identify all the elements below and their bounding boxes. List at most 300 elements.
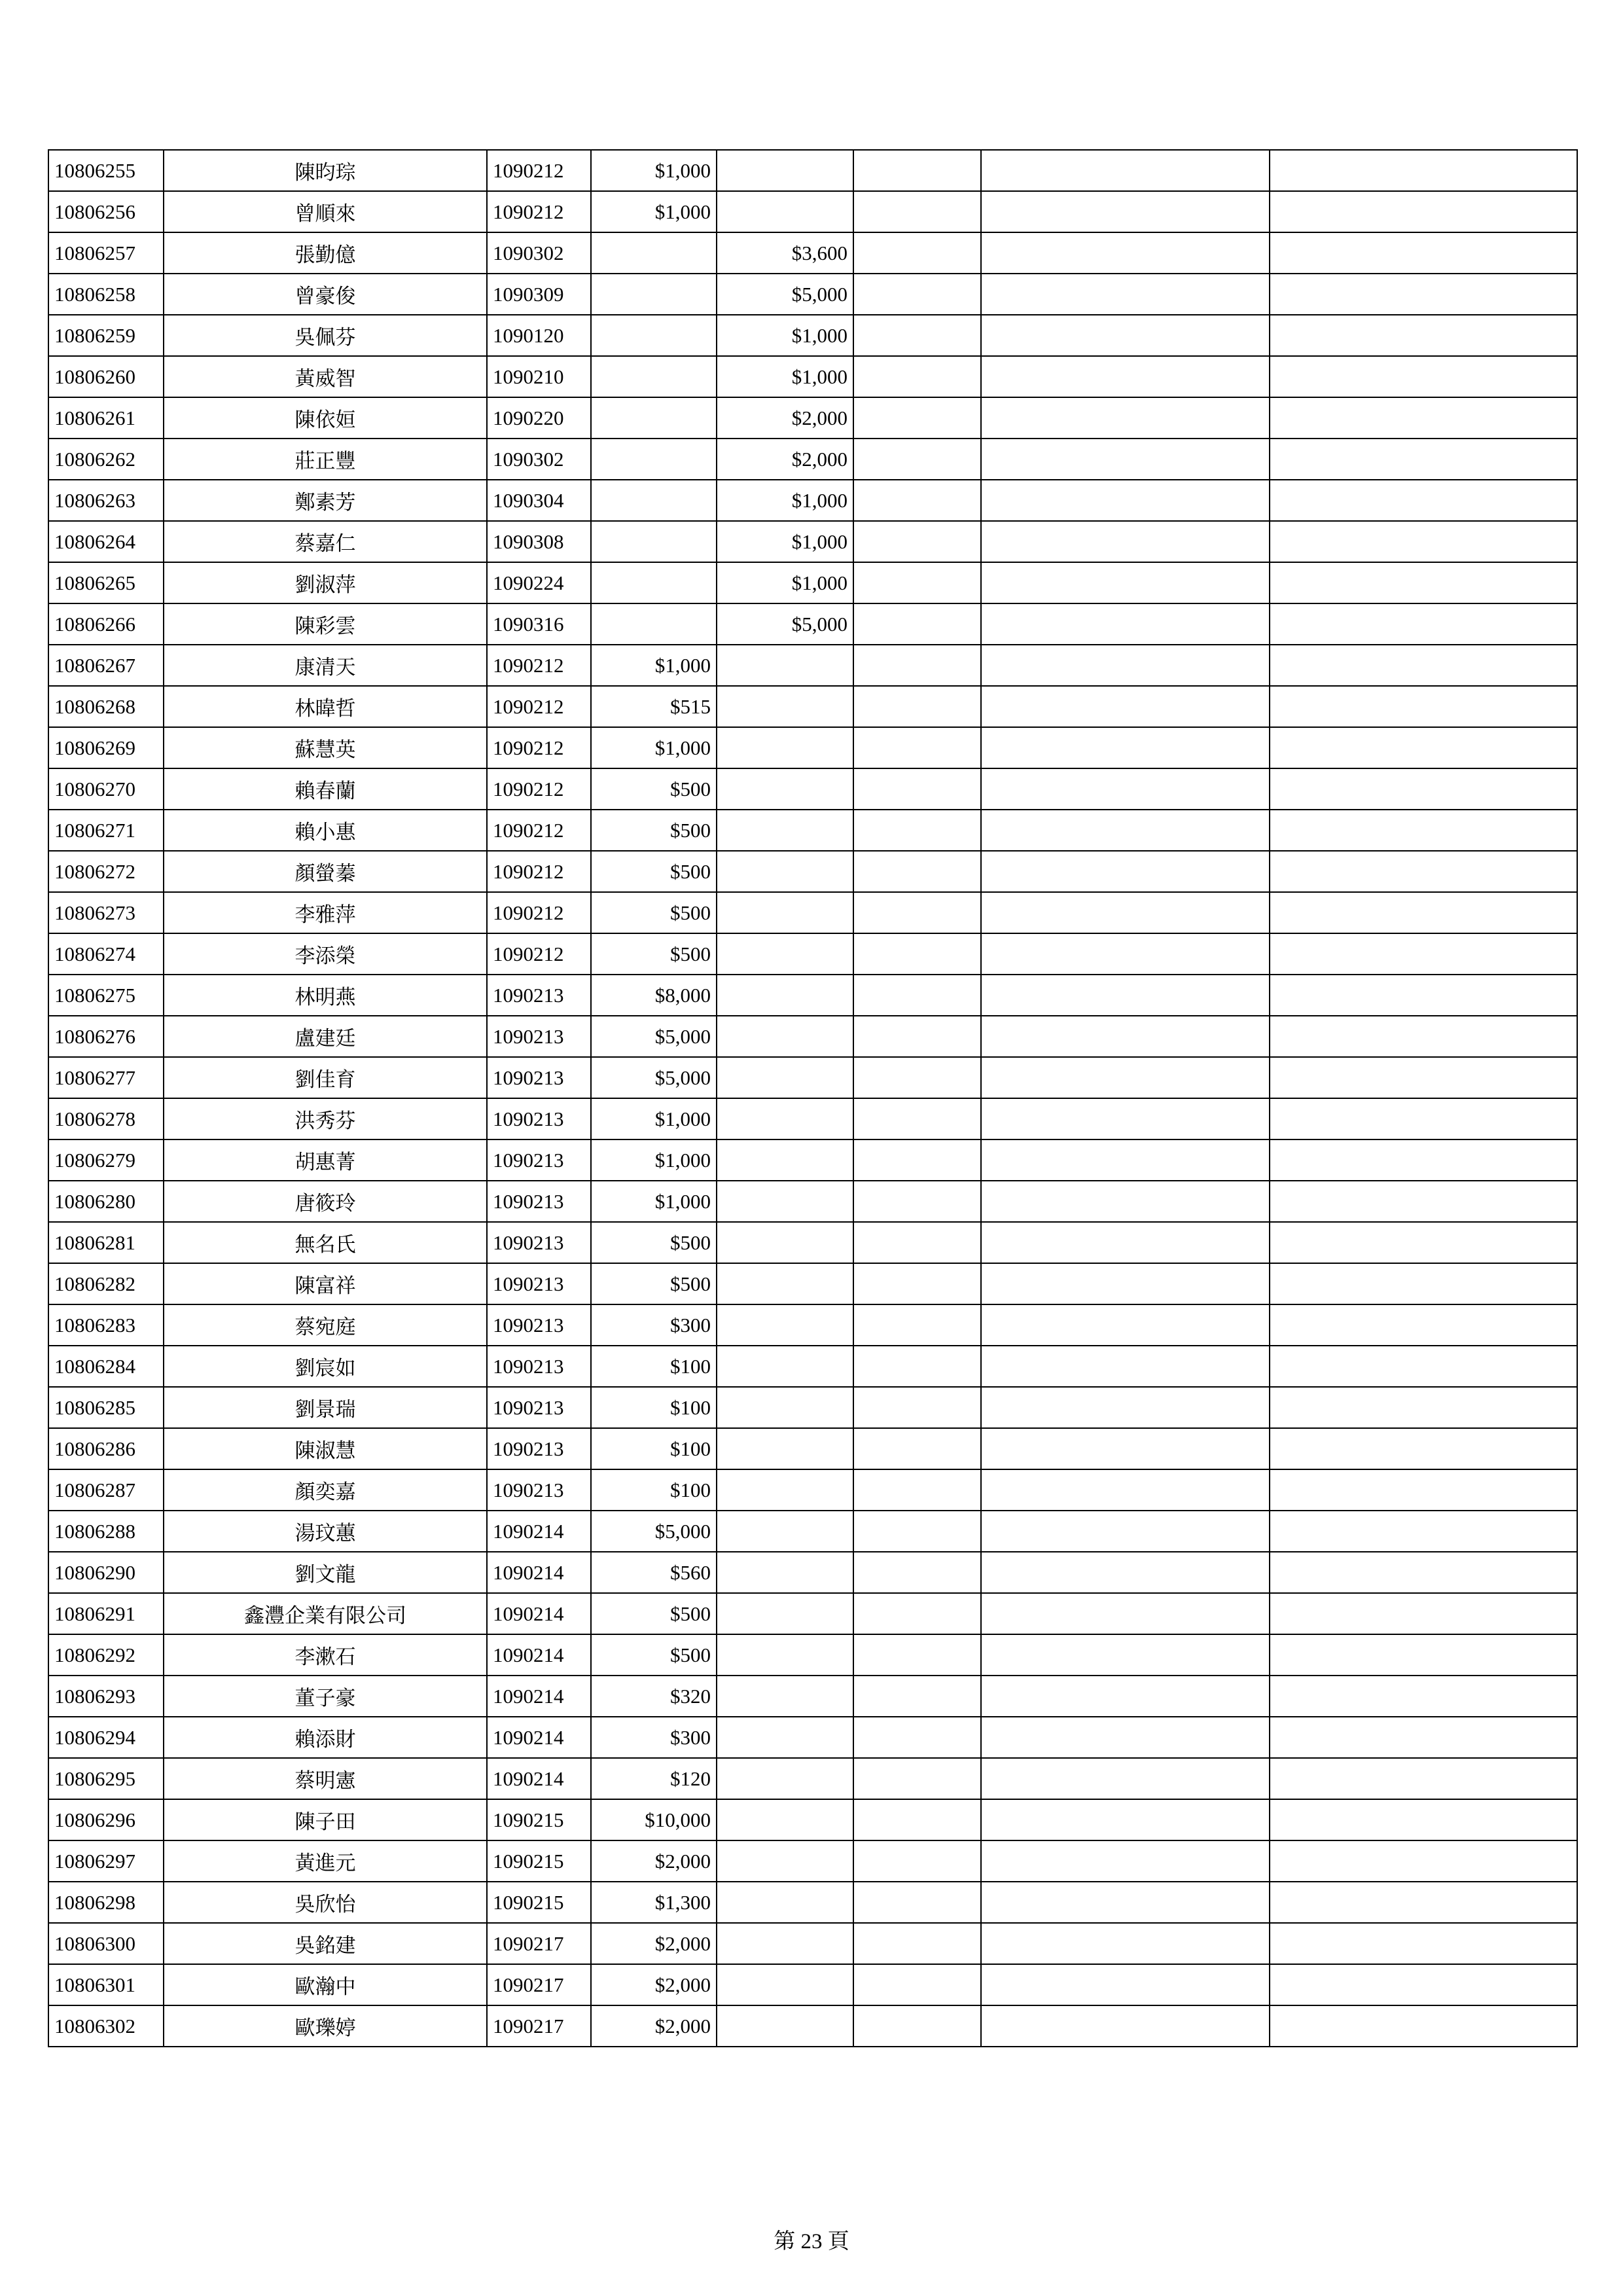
donation-ledger-table — [48, 149, 1578, 2047]
empty-cell — [1270, 1346, 1577, 1387]
donor-name-cell: 林明燕 — [164, 975, 487, 1016]
empty-cell — [853, 191, 981, 232]
table-row — [48, 1057, 1577, 1098]
empty-cell — [853, 603, 981, 645]
amount-alt-cell — [717, 1222, 853, 1263]
empty-cell — [981, 1469, 1270, 1511]
amount-alt-cell — [717, 1016, 853, 1057]
table-row — [48, 274, 1577, 315]
donation-date-cell: 1090120 — [487, 315, 591, 356]
donation-date-cell: 1090213 — [487, 1181, 591, 1222]
empty-cell — [981, 1016, 1270, 1057]
table-row — [48, 1840, 1577, 1882]
empty-cell — [981, 1676, 1270, 1717]
donation-date-cell: 1090215 — [487, 1799, 591, 1840]
donor-id-cell: 10806259 — [48, 315, 164, 356]
amount-cell: $1,300 — [591, 1882, 717, 1923]
table-row — [48, 810, 1577, 851]
amount-alt-cell — [717, 1923, 853, 1964]
donor-id-cell: 10806270 — [48, 768, 164, 810]
amount-cell: $100 — [591, 1428, 717, 1469]
donation-date-cell: 1090214 — [487, 1511, 591, 1552]
donation-date-cell: 1090213 — [487, 1428, 591, 1469]
empty-cell — [853, 1840, 981, 1882]
table-row — [48, 191, 1577, 232]
empty-cell — [981, 1511, 1270, 1552]
empty-cell — [853, 1346, 981, 1387]
donation-date-cell: 1090302 — [487, 232, 591, 274]
donation-date-cell: 1090214 — [487, 1676, 591, 1717]
donor-id-cell: 10806297 — [48, 1840, 164, 1882]
donation-date-cell: 1090212 — [487, 851, 591, 892]
table-row — [48, 1758, 1577, 1799]
donor-name-cell: 陳昀琮 — [164, 150, 487, 191]
empty-cell — [1270, 2005, 1577, 2047]
amount-cell: $560 — [591, 1552, 717, 1593]
amount-cell: $10,000 — [591, 1799, 717, 1840]
table-row — [48, 439, 1577, 480]
empty-cell — [981, 686, 1270, 727]
empty-cell — [853, 1717, 981, 1758]
amount-alt-cell — [717, 975, 853, 1016]
amount-alt-cell: $1,000 — [717, 521, 853, 562]
empty-cell — [1270, 892, 1577, 933]
donor-id-cell: 10806268 — [48, 686, 164, 727]
donation-date-cell: 1090214 — [487, 1593, 591, 1634]
donor-name-cell: 唐筱玲 — [164, 1181, 487, 1222]
amount-cell: $2,000 — [591, 1964, 717, 2005]
table-row — [48, 1799, 1577, 1840]
donor-id-cell: 10806281 — [48, 1222, 164, 1263]
empty-cell — [981, 1139, 1270, 1181]
donor-id-cell: 10806280 — [48, 1181, 164, 1222]
empty-cell — [981, 851, 1270, 892]
empty-cell — [981, 439, 1270, 480]
empty-cell — [1270, 1428, 1577, 1469]
donor-id-cell: 10806274 — [48, 933, 164, 975]
empty-cell — [853, 397, 981, 439]
empty-cell — [1270, 1923, 1577, 1964]
empty-cell — [981, 1634, 1270, 1676]
donor-id-cell: 10806271 — [48, 810, 164, 851]
empty-cell — [1270, 274, 1577, 315]
empty-cell — [1270, 1634, 1577, 1676]
empty-cell — [853, 1139, 981, 1181]
empty-cell — [981, 768, 1270, 810]
donation-date-cell: 1090224 — [487, 562, 591, 603]
empty-cell — [1270, 1181, 1577, 1222]
table-row — [48, 1304, 1577, 1346]
donor-name-cell: 李雅萍 — [164, 892, 487, 933]
empty-cell — [853, 1552, 981, 1593]
empty-cell — [981, 1923, 1270, 1964]
donation-date-cell: 1090304 — [487, 480, 591, 521]
donor-id-cell: 10806264 — [48, 521, 164, 562]
empty-cell — [981, 562, 1270, 603]
donor-name-cell: 黃威智 — [164, 356, 487, 397]
donor-id-cell: 10806295 — [48, 1758, 164, 1799]
table-row — [48, 232, 1577, 274]
empty-cell — [1270, 645, 1577, 686]
donor-id-cell: 10806296 — [48, 1799, 164, 1840]
empty-cell — [853, 1098, 981, 1139]
donor-id-cell: 10806256 — [48, 191, 164, 232]
empty-cell — [853, 1428, 981, 1469]
donor-name-cell: 鑫灃企業有限公司 — [164, 1593, 487, 1634]
empty-cell — [1270, 439, 1577, 480]
donor-name-cell: 蔡宛庭 — [164, 1304, 487, 1346]
amount-cell: $2,000 — [591, 2005, 717, 2047]
empty-cell — [853, 1882, 981, 1923]
donation-date-cell: 1090212 — [487, 892, 591, 933]
donation-date-cell: 1090302 — [487, 439, 591, 480]
amount-cell: $1,000 — [591, 1181, 717, 1222]
donor-name-cell: 吳欣怡 — [164, 1882, 487, 1923]
empty-cell — [853, 315, 981, 356]
amount-alt-cell — [717, 1511, 853, 1552]
table-row — [48, 150, 1577, 191]
table-row — [48, 768, 1577, 810]
donor-name-cell: 吳銘建 — [164, 1923, 487, 1964]
amount-cell: $300 — [591, 1717, 717, 1758]
amount-alt-cell — [717, 1882, 853, 1923]
empty-cell — [1270, 1469, 1577, 1511]
donation-date-cell: 1090213 — [487, 1304, 591, 1346]
amount-cell: $1,000 — [591, 645, 717, 686]
donor-name-cell: 曾順來 — [164, 191, 487, 232]
amount-cell: $1,000 — [591, 150, 717, 191]
amount-alt-cell — [717, 150, 853, 191]
empty-cell — [981, 603, 1270, 645]
donor-name-cell: 劉文龍 — [164, 1552, 487, 1593]
donor-id-cell: 10806267 — [48, 645, 164, 686]
donor-name-cell: 曾豪俊 — [164, 274, 487, 315]
empty-cell — [981, 1717, 1270, 1758]
amount-alt-cell: $1,000 — [717, 480, 853, 521]
table-row — [48, 975, 1577, 1016]
donation-date-cell: 1090217 — [487, 2005, 591, 2047]
donor-name-cell: 劉宸如 — [164, 1346, 487, 1387]
amount-alt-cell: $5,000 — [717, 274, 853, 315]
donor-id-cell: 10806277 — [48, 1057, 164, 1098]
donor-name-cell: 胡惠菁 — [164, 1139, 487, 1181]
empty-cell — [853, 645, 981, 686]
empty-cell — [1270, 768, 1577, 810]
empty-cell — [853, 892, 981, 933]
amount-alt-cell — [717, 1552, 853, 1593]
donor-name-cell: 黃進元 — [164, 1840, 487, 1882]
amount-cell: $1,000 — [591, 727, 717, 768]
amount-cell: $1,000 — [591, 1139, 717, 1181]
donor-name-cell: 莊正豐 — [164, 439, 487, 480]
donor-id-cell: 10806282 — [48, 1263, 164, 1304]
table-row — [48, 1964, 1577, 2005]
table-row — [48, 727, 1577, 768]
empty-cell — [1270, 356, 1577, 397]
donor-name-cell: 劉淑萍 — [164, 562, 487, 603]
table-row — [48, 1923, 1577, 1964]
empty-cell — [853, 274, 981, 315]
amount-alt-cell — [717, 1469, 853, 1511]
empty-cell — [981, 1882, 1270, 1923]
donation-date-cell: 1090210 — [487, 356, 591, 397]
table-row — [48, 1428, 1577, 1469]
donation-date-cell: 1090213 — [487, 975, 591, 1016]
amount-cell — [591, 274, 717, 315]
empty-cell — [1270, 1717, 1577, 1758]
empty-cell — [853, 1964, 981, 2005]
empty-cell — [853, 1593, 981, 1634]
amount-alt-cell — [717, 645, 853, 686]
donor-name-cell: 賴春蘭 — [164, 768, 487, 810]
empty-cell — [981, 1840, 1270, 1882]
amount-alt-cell — [717, 933, 853, 975]
empty-cell — [981, 480, 1270, 521]
table-row — [48, 1346, 1577, 1387]
donor-id-cell: 10806261 — [48, 397, 164, 439]
empty-cell — [1270, 1511, 1577, 1552]
table-row — [48, 521, 1577, 562]
empty-cell — [981, 1428, 1270, 1469]
empty-cell — [853, 1222, 981, 1263]
donation-date-cell: 1090213 — [487, 1098, 591, 1139]
amount-cell: $500 — [591, 933, 717, 975]
empty-cell — [981, 1346, 1270, 1387]
donor-id-cell: 10806291 — [48, 1593, 164, 1634]
donor-name-cell: 顏奕嘉 — [164, 1469, 487, 1511]
empty-cell — [1270, 1304, 1577, 1346]
donor-name-cell: 湯玟蕙 — [164, 1511, 487, 1552]
amount-alt-cell — [717, 892, 853, 933]
amount-cell — [591, 603, 717, 645]
amount-alt-cell — [717, 1593, 853, 1634]
empty-cell — [1270, 191, 1577, 232]
amount-cell: $2,000 — [591, 1840, 717, 1882]
amount-alt-cell — [717, 2005, 853, 2047]
amount-cell: $500 — [591, 1593, 717, 1634]
table-row — [48, 1098, 1577, 1139]
donation-date-cell: 1090213 — [487, 1222, 591, 1263]
empty-cell — [853, 1016, 981, 1057]
donor-name-cell: 劉佳育 — [164, 1057, 487, 1098]
amount-alt-cell — [717, 810, 853, 851]
donor-id-cell: 10806269 — [48, 727, 164, 768]
amount-cell: $515 — [591, 686, 717, 727]
amount-cell: $500 — [591, 768, 717, 810]
donation-date-cell: 1090214 — [487, 1634, 591, 1676]
donor-id-cell: 10806293 — [48, 1676, 164, 1717]
table-row — [48, 1676, 1577, 1717]
table-row — [48, 1016, 1577, 1057]
amount-alt-cell — [717, 1304, 853, 1346]
donation-date-cell: 1090215 — [487, 1840, 591, 1882]
amount-cell — [591, 232, 717, 274]
empty-cell — [981, 810, 1270, 851]
donation-date-cell: 1090308 — [487, 521, 591, 562]
empty-cell — [981, 1799, 1270, 1840]
empty-cell — [981, 975, 1270, 1016]
empty-cell — [853, 2005, 981, 2047]
empty-cell — [981, 1758, 1270, 1799]
donor-id-cell: 10806265 — [48, 562, 164, 603]
empty-cell — [981, 1304, 1270, 1346]
amount-alt-cell — [717, 1428, 853, 1469]
donor-name-cell: 賴添財 — [164, 1717, 487, 1758]
amount-alt-cell — [717, 1181, 853, 1222]
amount-alt-cell — [717, 686, 853, 727]
donor-name-cell: 陳子田 — [164, 1799, 487, 1840]
table-row — [48, 562, 1577, 603]
empty-cell — [1270, 686, 1577, 727]
table-row — [48, 1181, 1577, 1222]
amount-alt-cell: $5,000 — [717, 603, 853, 645]
empty-cell — [853, 1057, 981, 1098]
donor-id-cell: 10806260 — [48, 356, 164, 397]
ledger-body — [48, 150, 1577, 2047]
donor-name-cell: 董子豪 — [164, 1676, 487, 1717]
donor-id-cell: 10806262 — [48, 439, 164, 480]
empty-cell — [1270, 1593, 1577, 1634]
amount-cell — [591, 521, 717, 562]
table-row — [48, 645, 1577, 686]
empty-cell — [853, 727, 981, 768]
empty-cell — [853, 1181, 981, 1222]
empty-cell — [981, 1263, 1270, 1304]
donation-date-cell: 1090217 — [487, 1923, 591, 1964]
table-row — [48, 480, 1577, 521]
amount-cell — [591, 356, 717, 397]
donor-name-cell: 無名氏 — [164, 1222, 487, 1263]
table-row — [48, 1139, 1577, 1181]
empty-cell — [981, 150, 1270, 191]
donor-name-cell: 李添榮 — [164, 933, 487, 975]
empty-cell — [853, 562, 981, 603]
empty-cell — [1270, 1964, 1577, 2005]
empty-cell — [1270, 1552, 1577, 1593]
donation-date-cell: 1090212 — [487, 150, 591, 191]
empty-cell — [981, 1593, 1270, 1634]
empty-cell — [1270, 975, 1577, 1016]
amount-cell: $300 — [591, 1304, 717, 1346]
donor-id-cell: 10806255 — [48, 150, 164, 191]
empty-cell — [1270, 1222, 1577, 1263]
table-row — [48, 1222, 1577, 1263]
empty-cell — [981, 1964, 1270, 2005]
donor-name-cell: 吳佩芬 — [164, 315, 487, 356]
empty-cell — [981, 1181, 1270, 1222]
donor-name-cell: 盧建廷 — [164, 1016, 487, 1057]
amount-alt-cell — [717, 851, 853, 892]
donation-date-cell: 1090213 — [487, 1346, 591, 1387]
donor-id-cell: 10806276 — [48, 1016, 164, 1057]
empty-cell — [981, 521, 1270, 562]
empty-cell — [1270, 150, 1577, 191]
empty-cell — [1270, 1016, 1577, 1057]
empty-cell — [853, 480, 981, 521]
empty-cell — [981, 933, 1270, 975]
amount-alt-cell — [717, 1098, 853, 1139]
table-row — [48, 1593, 1577, 1634]
amount-alt-cell — [717, 1758, 853, 1799]
empty-cell — [981, 232, 1270, 274]
donor-id-cell: 10806287 — [48, 1469, 164, 1511]
empty-cell — [1270, 1263, 1577, 1304]
amount-cell: $320 — [591, 1676, 717, 1717]
donation-date-cell: 1090309 — [487, 274, 591, 315]
page-number: 第 23 頁 — [774, 2230, 849, 2253]
amount-alt-cell — [717, 1263, 853, 1304]
donor-id-cell: 10806258 — [48, 274, 164, 315]
amount-alt-cell — [717, 1799, 853, 1840]
amount-cell: $100 — [591, 1346, 717, 1387]
empty-cell — [1270, 315, 1577, 356]
empty-cell — [1270, 1799, 1577, 1840]
amount-cell: $5,000 — [591, 1016, 717, 1057]
empty-cell — [981, 1057, 1270, 1098]
empty-cell — [1270, 562, 1577, 603]
empty-cell — [853, 1676, 981, 1717]
table-row — [48, 851, 1577, 892]
donor-id-cell: 10806278 — [48, 1098, 164, 1139]
empty-cell — [853, 933, 981, 975]
empty-cell — [853, 1304, 981, 1346]
amount-alt-cell: $3,600 — [717, 232, 853, 274]
donation-date-cell: 1090217 — [487, 1964, 591, 2005]
donor-name-cell: 顏螢蓁 — [164, 851, 487, 892]
donor-id-cell: 10806302 — [48, 2005, 164, 2047]
amount-cell — [591, 480, 717, 521]
empty-cell — [853, 1469, 981, 1511]
empty-cell — [981, 2005, 1270, 2047]
donation-date-cell: 1090212 — [487, 810, 591, 851]
donor-name-cell: 蔡明憲 — [164, 1758, 487, 1799]
table-row — [48, 2005, 1577, 2047]
amount-cell: $500 — [591, 851, 717, 892]
donor-id-cell: 10806273 — [48, 892, 164, 933]
amount-alt-cell — [717, 1346, 853, 1387]
donor-name-cell: 陳彩雲 — [164, 603, 487, 645]
donation-date-cell: 1090212 — [487, 933, 591, 975]
empty-cell — [853, 810, 981, 851]
empty-cell — [853, 521, 981, 562]
donor-name-cell: 蔡嘉仁 — [164, 521, 487, 562]
empty-cell — [981, 356, 1270, 397]
amount-cell: $500 — [591, 810, 717, 851]
empty-cell — [981, 315, 1270, 356]
donor-id-cell: 10806286 — [48, 1428, 164, 1469]
donor-id-cell: 10806301 — [48, 1964, 164, 2005]
empty-cell — [853, 768, 981, 810]
amount-alt-cell — [717, 1387, 853, 1428]
table-row — [48, 603, 1577, 645]
amount-cell: $500 — [591, 892, 717, 933]
donor-name-cell: 洪秀芬 — [164, 1098, 487, 1139]
empty-cell — [853, 1923, 981, 1964]
donor-id-cell: 10806284 — [48, 1346, 164, 1387]
amount-alt-cell — [717, 1717, 853, 1758]
amount-cell: $8,000 — [591, 975, 717, 1016]
empty-cell — [853, 851, 981, 892]
donor-name-cell: 劉景瑞 — [164, 1387, 487, 1428]
empty-cell — [981, 191, 1270, 232]
donor-name-cell: 陳富祥 — [164, 1263, 487, 1304]
amount-cell: $2,000 — [591, 1923, 717, 1964]
empty-cell — [1270, 1840, 1577, 1882]
donation-date-cell: 1090213 — [487, 1387, 591, 1428]
amount-alt-cell — [717, 1634, 853, 1676]
donor-id-cell: 10806266 — [48, 603, 164, 645]
table-row — [48, 1469, 1577, 1511]
